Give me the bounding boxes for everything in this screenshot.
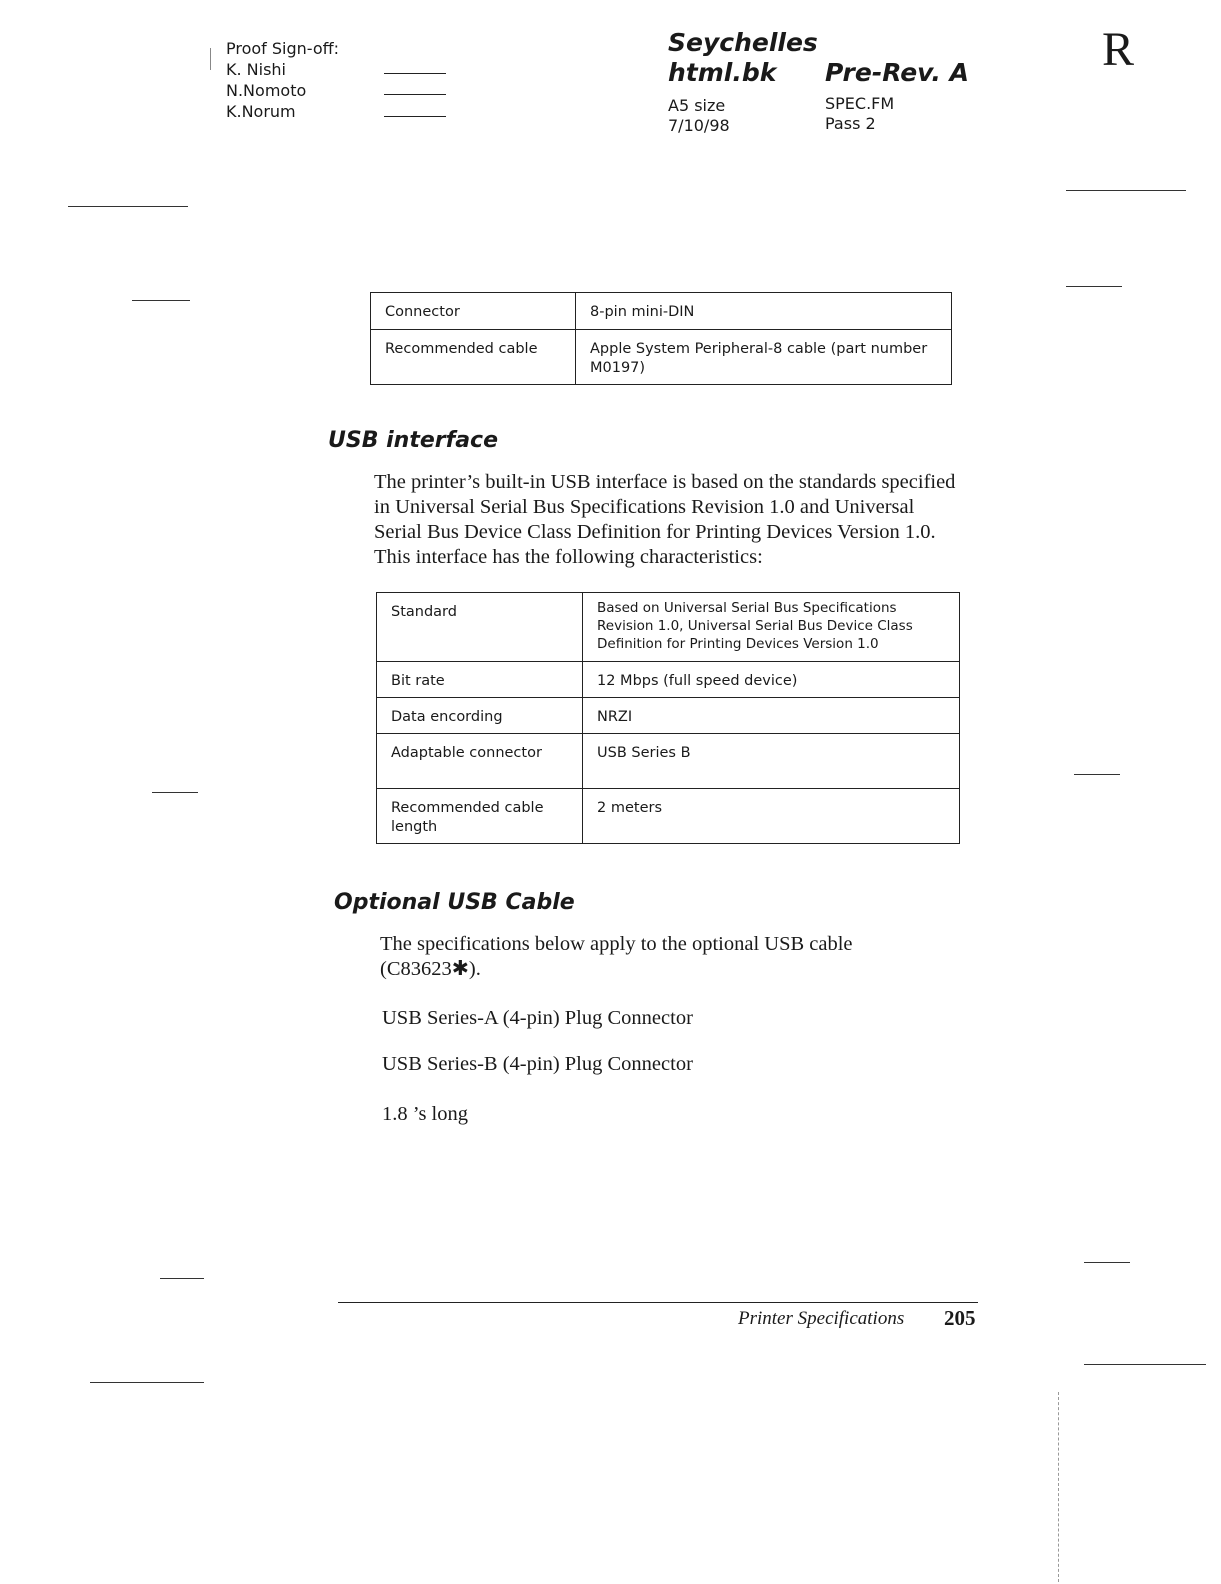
table-cell-label: Standard — [377, 593, 583, 662]
table-cell-value: 12 Mbps (full speed device) — [583, 662, 960, 698]
optional-cable-intro: The specifications below apply to the optional USB cable (C83623✱). — [380, 933, 853, 980]
crop-mark — [152, 792, 198, 793]
crop-mark — [160, 1278, 204, 1279]
table-cell-value: 8-pin mini-DIN — [576, 293, 952, 330]
signature-line — [384, 73, 446, 74]
table-cell-value: Apple System Peripheral-8 cable (part number M0197) — [576, 330, 952, 385]
frame-file: SPEC.FM — [825, 94, 895, 113]
signoff-name: K. Nishi — [226, 60, 286, 79]
signoff-label: Proof Sign-off: — [226, 39, 340, 58]
signature-line — [384, 116, 446, 117]
table-cell-label: Recommended cable — [371, 330, 576, 385]
margin-tick — [210, 48, 211, 70]
usb-interface-paragraph: The printer’s built-in USB interface is based on the standards specified in Universal Serial Bus Specifications Revision 1.0 and Universal Serial Bus Device Class Definition for Printing Devices Version 1.0. This interface has the following characteristics: — [374, 471, 956, 568]
table-row — [371, 293, 952, 330]
footer-rule — [338, 1302, 978, 1303]
table-cell-label: Connector — [371, 293, 576, 330]
table-cell-value: 2 meters — [583, 789, 960, 844]
book-title: Seychelles — [668, 28, 818, 57]
serial-interface-table — [370, 292, 952, 385]
table-cell-value: Based on Universal Serial Bus Specifications Revision 1.0, Universal Serial Bus Device Class Definition for Printing Devices Version 1.0 — [583, 593, 960, 662]
revision-label: Pre-Rev. A — [825, 58, 969, 87]
table-row — [371, 330, 952, 385]
table-cell-label: Bit rate — [377, 662, 583, 698]
table-row — [377, 662, 960, 698]
corner-mark: R — [1102, 23, 1135, 76]
table-row — [377, 789, 960, 844]
book-file: html.bk — [668, 58, 777, 87]
cable-spec-item: 1.8 ’s long — [382, 1103, 468, 1125]
signoff-name: K.Norum — [226, 102, 296, 121]
usb-interface-table — [376, 592, 960, 844]
table-cell-label: Recommended cable length — [377, 789, 583, 844]
page-number: 205 — [944, 1306, 976, 1330]
crop-mark — [1066, 190, 1186, 191]
table-cell-value: NRZI — [583, 698, 960, 734]
page-size: A5 size — [668, 96, 726, 115]
table-row — [377, 593, 960, 662]
table-cell-value: USB Series B — [583, 734, 960, 789]
footer-section-title: Printer Specifications — [738, 1308, 905, 1329]
signature-line — [384, 94, 446, 95]
proof-signoff — [226, 38, 339, 122]
section-heading: USB interface — [328, 428, 499, 453]
cable-spec-item: USB Series-B (4-pin) Plug Connector — [382, 1053, 693, 1075]
crop-mark — [68, 206, 188, 207]
crop-mark — [1084, 1364, 1206, 1365]
table-row — [377, 734, 960, 789]
crop-mark — [132, 300, 190, 301]
section-heading: Optional USB Cable — [334, 890, 575, 915]
crop-mark — [1066, 286, 1122, 287]
pass-label: Pass 2 — [825, 114, 876, 133]
crop-mark — [1084, 1262, 1130, 1263]
cable-spec-item: USB Series-A (4-pin) Plug Connector — [382, 1007, 693, 1029]
header-date: 7/10/98 — [668, 116, 730, 135]
table-cell-label: Adaptable connector — [377, 734, 583, 789]
signoff-name: N.Nomoto — [226, 81, 307, 100]
crop-mark — [90, 1382, 204, 1383]
margin-tick — [1058, 1392, 1059, 1582]
crop-mark — [1074, 774, 1120, 775]
table-row — [377, 698, 960, 734]
table-cell-label: Data encording — [377, 698, 583, 734]
